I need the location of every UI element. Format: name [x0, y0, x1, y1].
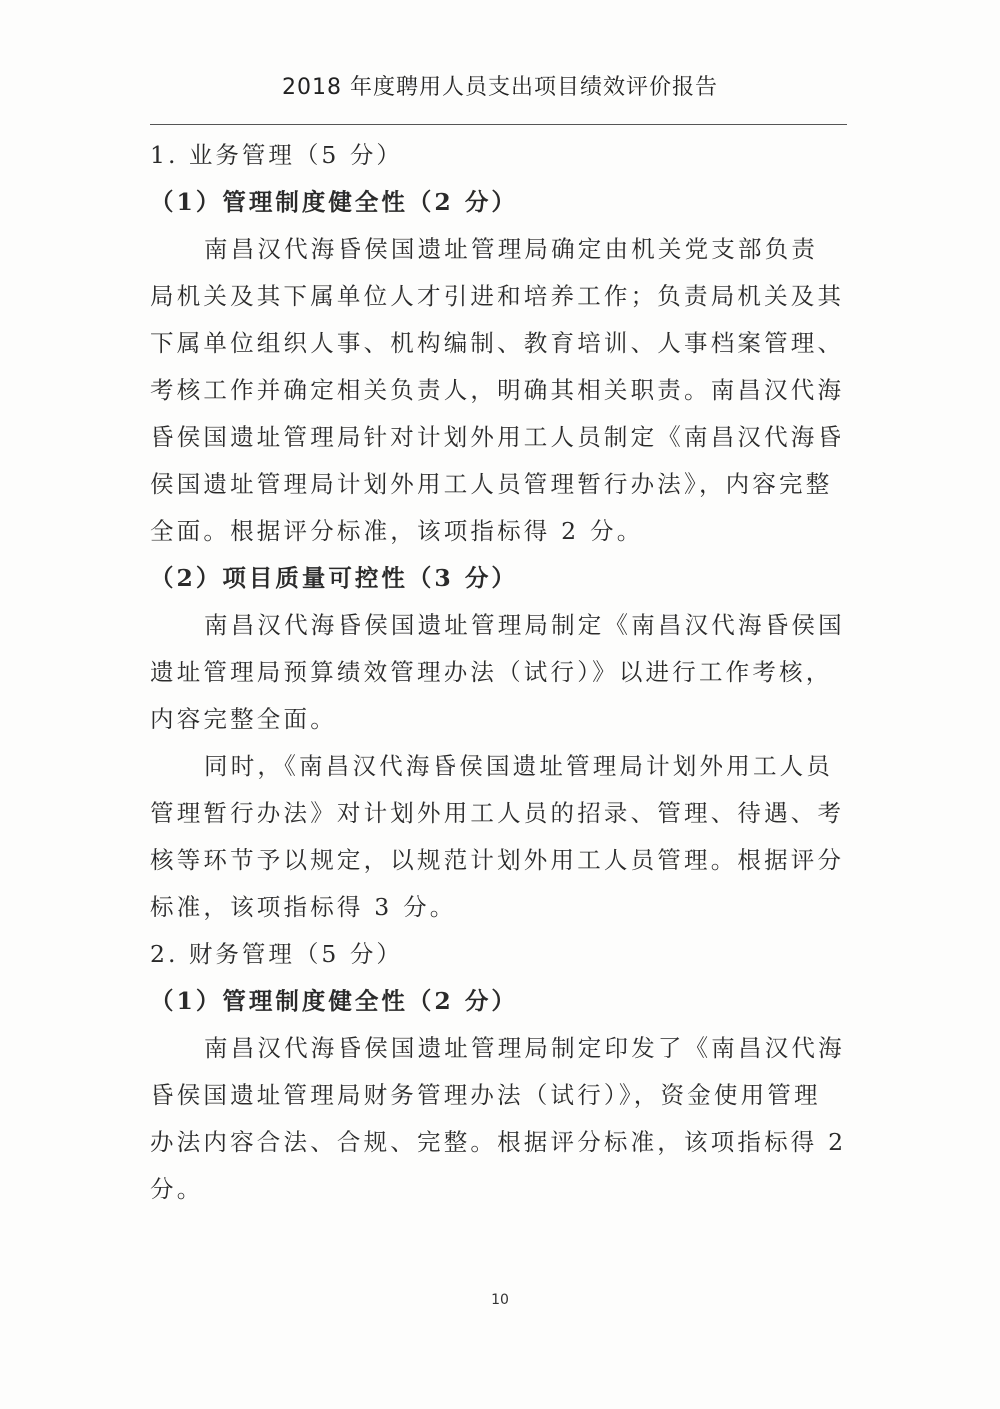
subsection-heading-financial-system-soundness: （1）管理制度健全性（2 分）	[150, 987, 518, 1015]
paragraph-system-soundness	[150, 226, 846, 555]
paragraph-line: 核等环节予以规定，以规范计划外用工人员管理。根据评分	[150, 846, 845, 874]
header-divider	[150, 124, 847, 125]
page-number: 10	[491, 1292, 509, 1308]
report-header-title: 2018 年度聘用人员支出项目绩效评价报告	[282, 75, 718, 100]
paragraph-line: 分。	[150, 1175, 204, 1203]
paragraph-quality-control-1	[150, 602, 846, 743]
paragraph-line: 昏侯国遗址管理局财务管理办法（试行）》，资金使用管理	[150, 1081, 821, 1109]
paragraph-line: 南昌汉代海昏侯国遗址管理局制定《南昌汉代海昏侯国	[204, 611, 845, 639]
paragraph-line: 下属单位组织人事、机构编制、教育培训、人事档案管理、	[150, 329, 845, 357]
paragraph-line: 侯国遗址管理局计划外用工人员管理暂行办法》，内容完整	[150, 470, 833, 498]
paragraph-line: 管理暂行办法》对计划外用工人员的招录、管理、待遇、考	[150, 799, 845, 827]
paragraph-line: 南昌汉代海昏侯国遗址管理局确定由机关党支部负责	[204, 235, 819, 263]
paragraph-quality-control-2	[150, 743, 846, 931]
subsection-heading-quality-control: （2）项目质量可控性（3 分）	[150, 564, 518, 592]
paragraph-line: 局机关及其下属单位人才引进和培养工作；负责局机关及其	[150, 282, 845, 310]
paragraph-financial-system-soundness	[150, 1025, 846, 1213]
paragraph-line: 同时，《南昌汉代海昏侯国遗址管理局计划外用工人员	[204, 752, 834, 780]
paragraph-line: 遗址管理局预算绩效管理办法（试行）》以进行工作考核，	[150, 658, 833, 686]
paragraph-line: 办法内容合法、合规、完整。根据评分标准，该项指标得 2	[150, 1128, 846, 1156]
paragraph-line: 昏侯国遗址管理局针对计划外用工人员制定《南昌汉代海昏	[150, 423, 845, 451]
section-heading-business-management: 1. 业务管理（5 分）	[150, 141, 403, 169]
paragraph-line: 南昌汉代海昏侯国遗址管理局制定印发了《南昌汉代海	[204, 1034, 845, 1062]
section-heading-financial-management: 2. 财务管理（5 分）	[150, 940, 403, 968]
paragraph-line: 标准，该项指标得 3 分。	[150, 893, 457, 921]
paragraph-line: 考核工作并确定相关负责人，明确其相关职责。南昌汉代海	[150, 376, 845, 404]
paragraph-line: 内容完整全面。	[150, 705, 337, 733]
report-body	[150, 132, 846, 1213]
paragraph-line: 全面。根据评分标准，该项指标得 2 分。	[150, 517, 644, 545]
subsection-heading-system-soundness: （1）管理制度健全性（2 分）	[150, 188, 518, 216]
